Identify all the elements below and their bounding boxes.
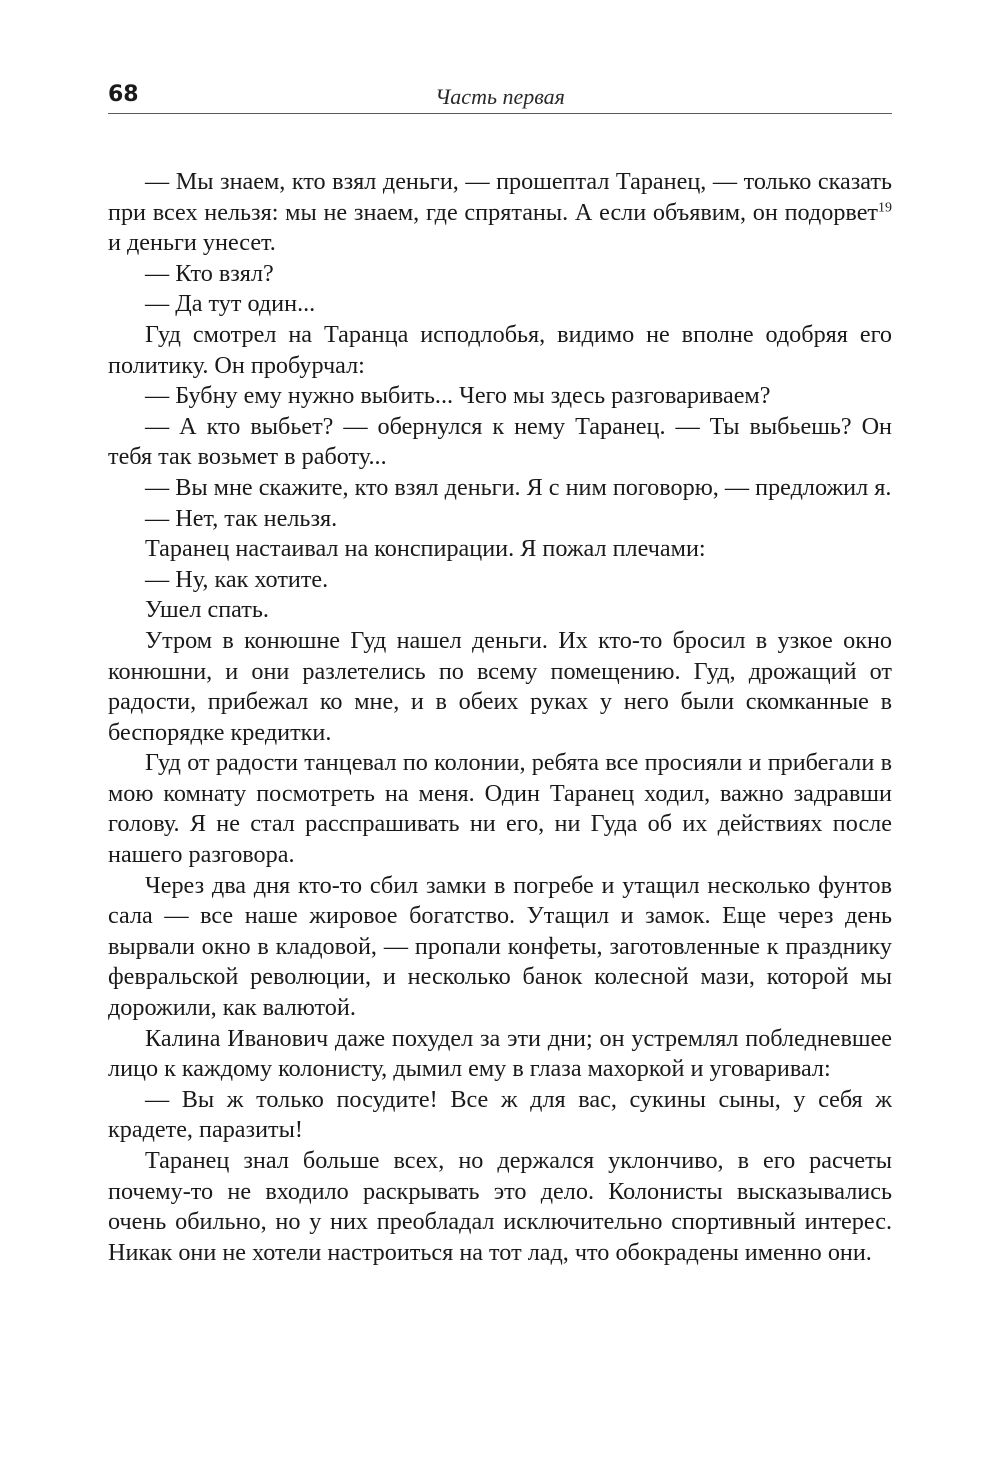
paragraph: — Кто взял?	[145, 259, 274, 287]
paragraph-text: — Мы знаем, кто взял деньги, — прошептал Таранец, — только сказать при всех нельзя: мы не знаем, где спрятаны. А если объявим, он подорвет	[108, 168, 892, 226]
paragraph: Таранец знал больше всех, но держался уклончиво, в его расчеты почему-то не входило раскрывать это дело. Колонисты высказывались очень обильно, но у них преобладал исключительно спортивный интерес. Никак они не хотели настроиться на тот лад, что обокрадены именно они.	[108, 1147, 892, 1266]
paragraph: Ушел спать.	[145, 596, 269, 624]
paragraph-text-continued: и деньги унесет.	[108, 229, 276, 257]
paragraph: Таранец настаивал на конспирации. Я пожал плечами:	[145, 535, 706, 563]
running-title: Часть первая	[435, 84, 565, 109]
paragraph: — А кто выбьет? — обернулся к нему Таранец. — Ты выбьешь? Он тебя так возьмет в работу...	[108, 412, 892, 471]
paragraph	[108, 167, 892, 259]
paragraph: Через два дня кто-то сбил замки в погребе и утащил несколько фунтов сала — все наше жировое богатство. Утащил и замок. Еще через день вырвали окно в кладовой, — пропали конфеты, заготовленные к празднику февральской революции, и несколько банок колесной мази, которой мы дорожили, как валютой.	[108, 871, 892, 1022]
paragraph: — Нет, так нельзя.	[145, 504, 338, 532]
footnote-reference: 19	[878, 200, 892, 216]
page-number: 68	[108, 82, 139, 107]
paragraph: Калина Иванович даже похудел за эти дни; он устремлял побледневшее лицо к каждому колонисту, дымил ему в глаза махоркой и уговаривал:	[108, 1024, 892, 1083]
paragraph: — Вы ж только посудите! Все ж для вас, сукины сыны, у себя ж крадете, паразиты!	[108, 1085, 892, 1144]
paragraph: Утром в конюшне Гуд нашел деньги. Их кто-то бросил в узкое окно конюшни, и они разлетелись по всему помещению. Гуд, дрожащий от радости, прибежал ко мне, и в обеих руках у него были скомканные в беспорядке кредитки.	[108, 626, 892, 746]
body-text	[108, 167, 892, 1268]
paragraph: — Ну, как хотите.	[145, 565, 329, 593]
paragraph: — Вы мне скажите, кто взял деньги. Я с ним поговорю, — предложил я.	[145, 473, 892, 501]
paragraph: Гуд от радости танцевал по колонии, ребята все просияли и прибегали в мою комнату посмотреть на меня. Один Таранец ходил, важно задравши голову. Я не стал расспрашивать ни его, ни Гуда об их действиях после нашего разговора.	[108, 749, 892, 869]
paragraph: Гуд смотрел на Таранца исподлобья, видимо не вполне одобряя его политику. Он пробурчал:	[108, 320, 892, 379]
paragraph: — Бубну ему нужно выбить... Чего мы здесь разговариваем?	[145, 382, 771, 410]
page-header	[108, 80, 892, 114]
paragraph: — Да тут один...	[145, 290, 316, 318]
